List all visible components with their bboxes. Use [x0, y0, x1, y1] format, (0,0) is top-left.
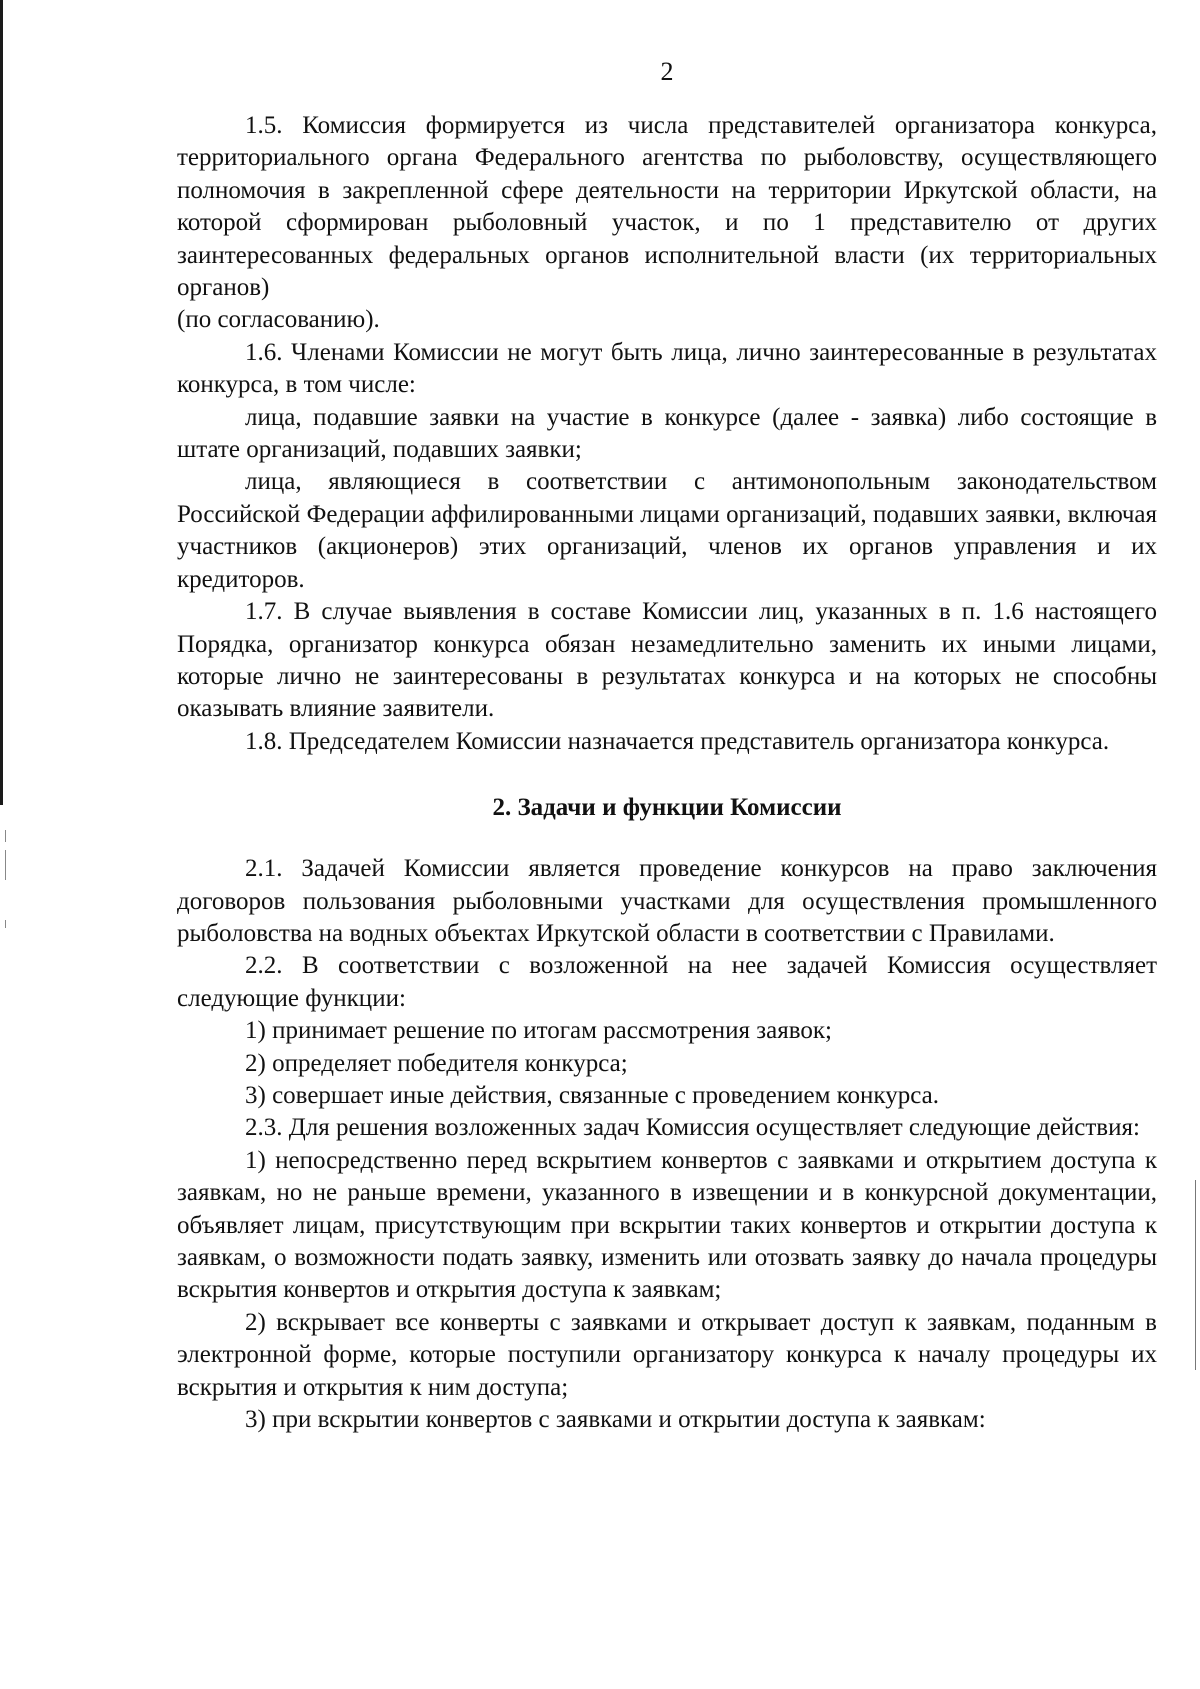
paragraph-2-3: 2.3. Для решения возложенных задач Комиссия осуществляет следующие действия:	[245, 1114, 1140, 1142]
section-2-heading: 2. Задачи и функции Комиссии	[492, 794, 842, 822]
list-item: 2) определяет победителя конкурса;	[245, 1049, 628, 1077]
section-1-body	[177, 110, 1157, 758]
paragraph-1-7: 1.7. В случае выявления в составе Комиссии лиц, указанных в п. 1.6 настоящего Порядка, организатор конкурса обязан незамедлительно заменить их иными лицами, которые лично не заинтересованы в результатах конкурса и на которых не способны оказывать влияние заявители.	[177, 598, 1157, 723]
paragraph-2-1: 2.1. Задачей Комиссии является проведение конкурсов на право заключения договоров пользования рыболовными участками для осуществления промышленного рыболовства на водных объектах Иркутской области в соответствии с Правилами.	[177, 855, 1157, 947]
scan-border-left	[0, 0, 3, 805]
paragraph-1-6-item: лица, являющиеся в соответствии с антимонопольным законодательством Российской Федерации аффилированными лицами организаций, подавших заявки, включая участников (акционеров) этих организаций, членов их органов управления и их кредиторов.	[177, 468, 1157, 593]
paragraph-1-5-continuation: (по согласованию).	[177, 306, 380, 334]
list-item: 2) вскрывает все конверты с заявками и открывает доступ к заявкам, поданным в электронной форме, которые поступили организатору конкурса к началу процедуры их вскрытия и открытия к ним доступа;	[177, 1308, 1157, 1401]
list-item: 3) при вскрытии конвертов с заявками и открытии доступа к заявкам:	[245, 1406, 986, 1434]
scan-mark-left	[5, 850, 6, 880]
list-item: 1) принимает решение по итогам рассмотрения заявок;	[245, 1017, 832, 1045]
list-item: 3) совершает иные действия, связанные с проведением конкурса.	[245, 1081, 939, 1109]
document-page	[177, 56, 1157, 1436]
paragraph-1-6-item: лица, подавшие заявки на участие в конкурсе (далее - заявка) либо состоящие в штате организаций, подавших заявки;	[177, 403, 1157, 464]
paragraph-1-8: 1.8. Председателем Комиссии назначается представитель организатора конкурса.	[245, 727, 1110, 755]
paragraph-2-2: 2.2. В соответствии с возложенной на нее задачей Комиссия осуществляет следующие функции:	[177, 952, 1157, 1012]
scan-border-right	[1195, 1180, 1196, 1370]
paragraph-1-6: 1.6. Членами Комиссии не могут быть лица, лично заинтересованные в результатах конкурса, в том числе:	[177, 338, 1157, 399]
list-item: 1) непосредственно перед вскрытием конвертов с заявками и открытием доступа к заявкам, но не раньше времени, указанного в извещении и в конкурсной документации, объявляет лицам, присутствующим при вскрытии таких конвертов и открытии доступа к заявкам, о возможности подать заявку, изменить или отозвать заявку до начала процедуры вскрытия конвертов и открытия доступа к заявкам;	[177, 1146, 1157, 1304]
scan-mark-left	[5, 830, 6, 842]
paragraph-1-5: 1.5. Комиссия формируется из числа представителей организатора конкурса, территориального органа Федерального агентства по рыболовству, осуществляющего полномочия в закрепленной сфере деятельности на территории Иркутской области, на которой сформирован рыболовный участок, и по 1 представителю от других заинтересованных федеральных органов исполнительной власти (их территориальных органов)	[177, 112, 1157, 302]
scan-mark-left	[5, 920, 6, 928]
page-number: 2	[660, 57, 674, 86]
section-2-body	[177, 853, 1157, 1436]
